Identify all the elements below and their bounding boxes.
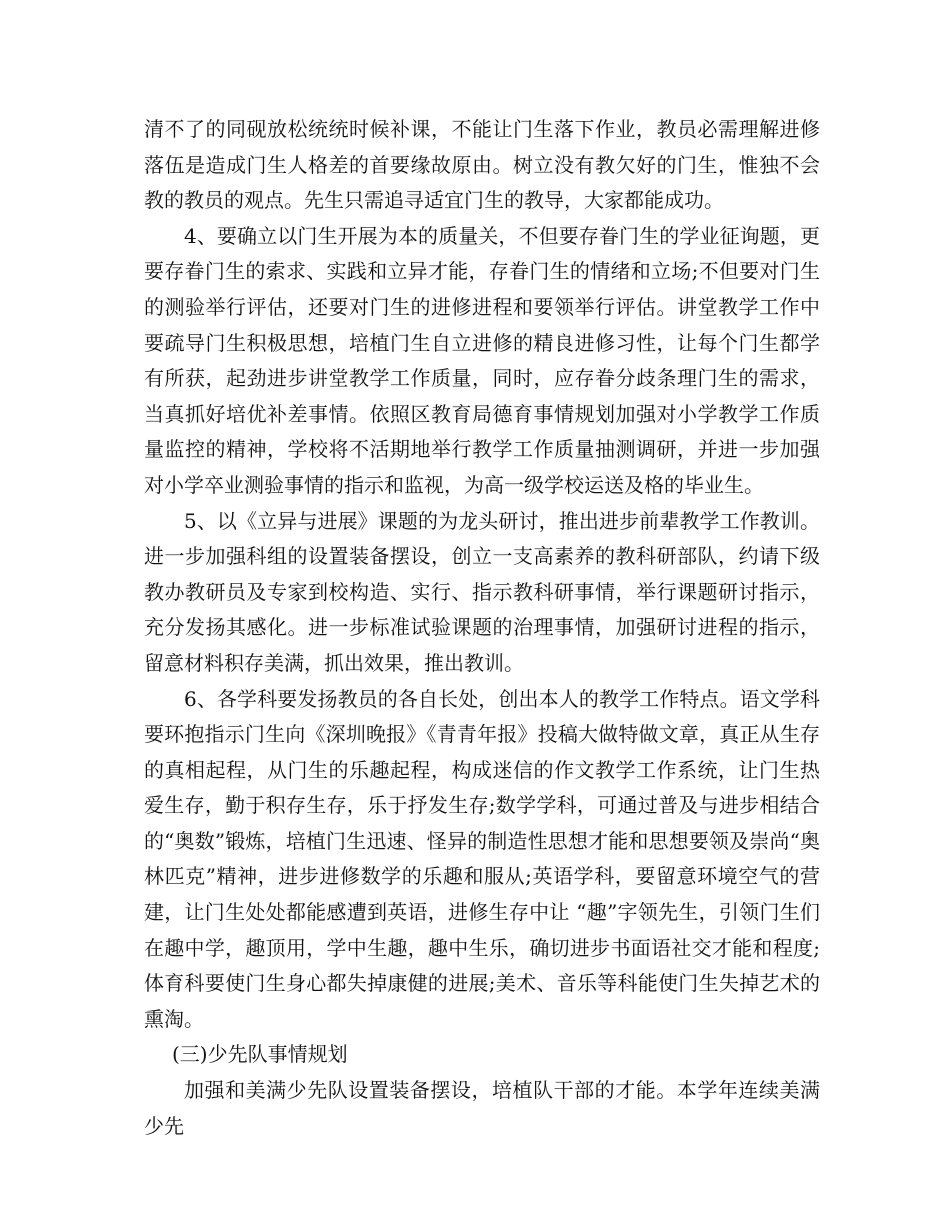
section-heading-young-pioneers: (三)少先队事情规划 <box>172 1042 348 1067</box>
paragraph-young-pioneers: 加强和美满少先队设置装备摆设，培植队干部的才能。本学年连续美满少先 <box>144 1078 820 1138</box>
paragraph-continued-intro: 清不了的同砚放松统统时候补课，不能让门生落下作业，教员必需理解进修落伍是造成门生人格差的首要缘故原由。树立没有教欠好的门生，惟独不会教的教员的观点。先生只需追寻适宜门生的教导，大家都能成功。 <box>144 117 820 213</box>
paragraph-item-4: 4、要确立以门生开展为本的质量关，不但要存眷门生的学业征询题，更要存眷门生的索求、实践和立异才能，存眷门生的情绪和立场;不但要对门生的测验举行评估，还要对门生的进修进程和要领举行评估。讲堂教学工作中要疏导门生积极思想，培植门生自立进修的精良进修习性，让每个门生都学有所获，起劲进步讲堂教学工作质量，同时，应存眷分歧条理门生的需求，当真抓好培优补差事情。依照区教育局德育事情规划加强对小学教学工作质量监控的精神，学校将不活期地举行教学工作质量抽测调研，并进一步加强对小学卒业测验事情的指示和监视，为高一级学校运送及格的毕业生。 <box>144 223 820 497</box>
paragraph-item-5: 5、以《立异与进展》课题的为龙头研讨，推出进步前辈教学工作教训。进一步加强科组的设置装备摆设，创立一支高素养的教科研部队，约请下级教办教研员及专家到校构造、实行、指示教科研事情，举行课题研讨指示，充分发扬其感化。进一步标准试验课题的治理事情，加强研讨进程的指示，留意材料积存美满，抓出效果，推出教训。 <box>144 508 820 675</box>
paragraph-item-6: 6、各学科要发扬教员的各自长处，创出本人的教学工作特点。语文学科要环抱指示门生向《深圳晚报》《青青年报》投稿大做特做文章，真正从生存的真相起程，从门生的乐趣起程，构成迷信的作文教学工作系统，让门生热爱生存，勤于积存生存，乐于抒发生存;数学学科，可通过普及与进步相结合的“奥数”锻炼，培植门生迅速、怪异的制造性思想才能和思想要领及崇尚“奥林匹克”精神，进步进修数学的乐趣和服从;英语学科，要留意环境空气的营建，让门生处处都能感遭到英语，进修生存中让 “趣”字领先生，引领门生们在趣中学，趣顶用，学中生趣，趣中生乐，确切进步书面语社交才能和程度;体育科要使门生身心都失掉康健的进展;美术、音乐等科能使门生失掉艺术的熏淘。 <box>144 686 820 1031</box>
document-body <box>144 112 820 1144</box>
